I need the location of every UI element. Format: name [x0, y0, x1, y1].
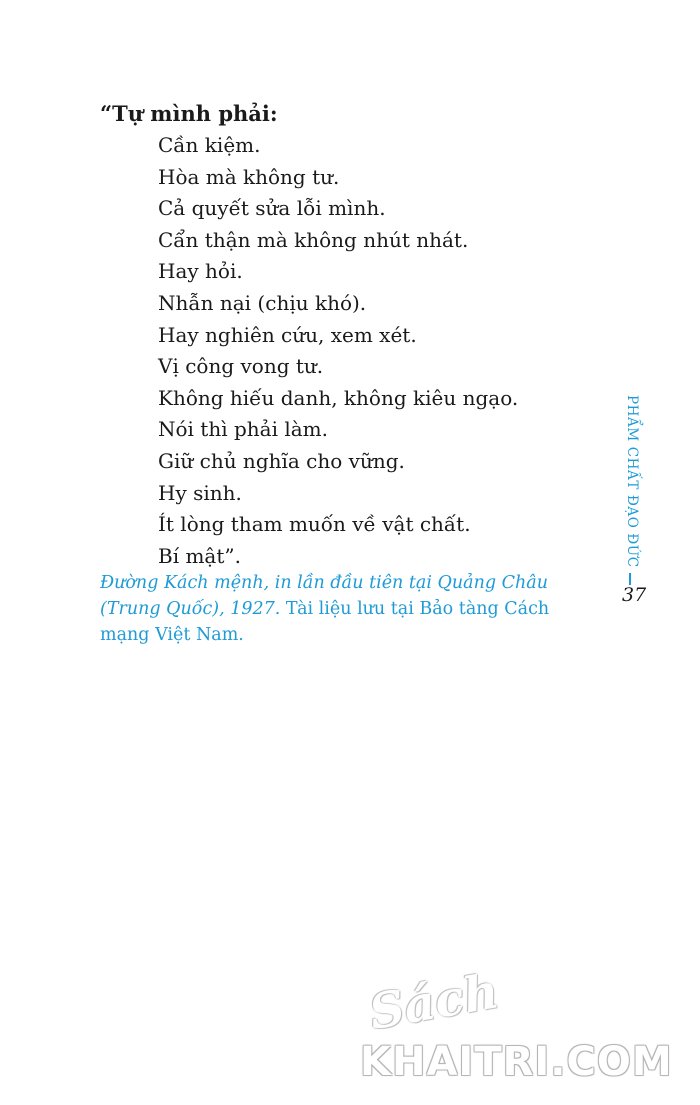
quote-line: Bí mật”. — [158, 543, 241, 568]
quote-list — [158, 130, 518, 572]
quote-line: Giữ chủ nghĩa cho vững. — [158, 448, 405, 473]
watermark-logo — [360, 963, 680, 1095]
citation — [100, 570, 570, 648]
citation-source: Đường Kách mệnh, in lần đầu tiên tại Quảng Châu (Trung Quốc), 1927. — [100, 573, 548, 619]
watermark-main-text: KHAITRI.COM — [360, 1039, 673, 1085]
citation-note: Tài liệu lưu tại Bảo tàng Cách mạng Việt Nam. — [100, 599, 550, 645]
quote-line: Nhẫn nại (chịu khó). — [158, 290, 367, 315]
quote-line: Ít lòng tham muốn về vật chất. — [158, 512, 471, 537]
quote-line: Hy sinh. — [158, 480, 242, 505]
quote-line: Vị công vong tư. — [158, 354, 324, 379]
quote-heading: “Tự mình phải: — [100, 101, 278, 126]
quote-line: Cẩn thận mà không nhút nhát. — [158, 227, 469, 252]
quote-line: Hòa mà không tư. — [158, 164, 340, 189]
watermark-script-text: Sách — [365, 963, 503, 1041]
quote-line: Hay nghiên cứu, xem xét. — [158, 322, 417, 347]
quote-line: Cần kiệm. — [158, 133, 261, 157]
page-number: 37 — [622, 584, 647, 606]
quote-line: Cả quyết sửa lỗi mình. — [158, 196, 386, 221]
running-section-title: PHẨM CHẤT ĐẠO ĐỨC — [624, 395, 640, 568]
quote-line: Nói thì phải làm. — [158, 417, 328, 442]
quote-line: Hay hỏi. — [158, 259, 243, 284]
quote-line: Không hiếu danh, không kiêu ngạo. — [158, 385, 519, 410]
